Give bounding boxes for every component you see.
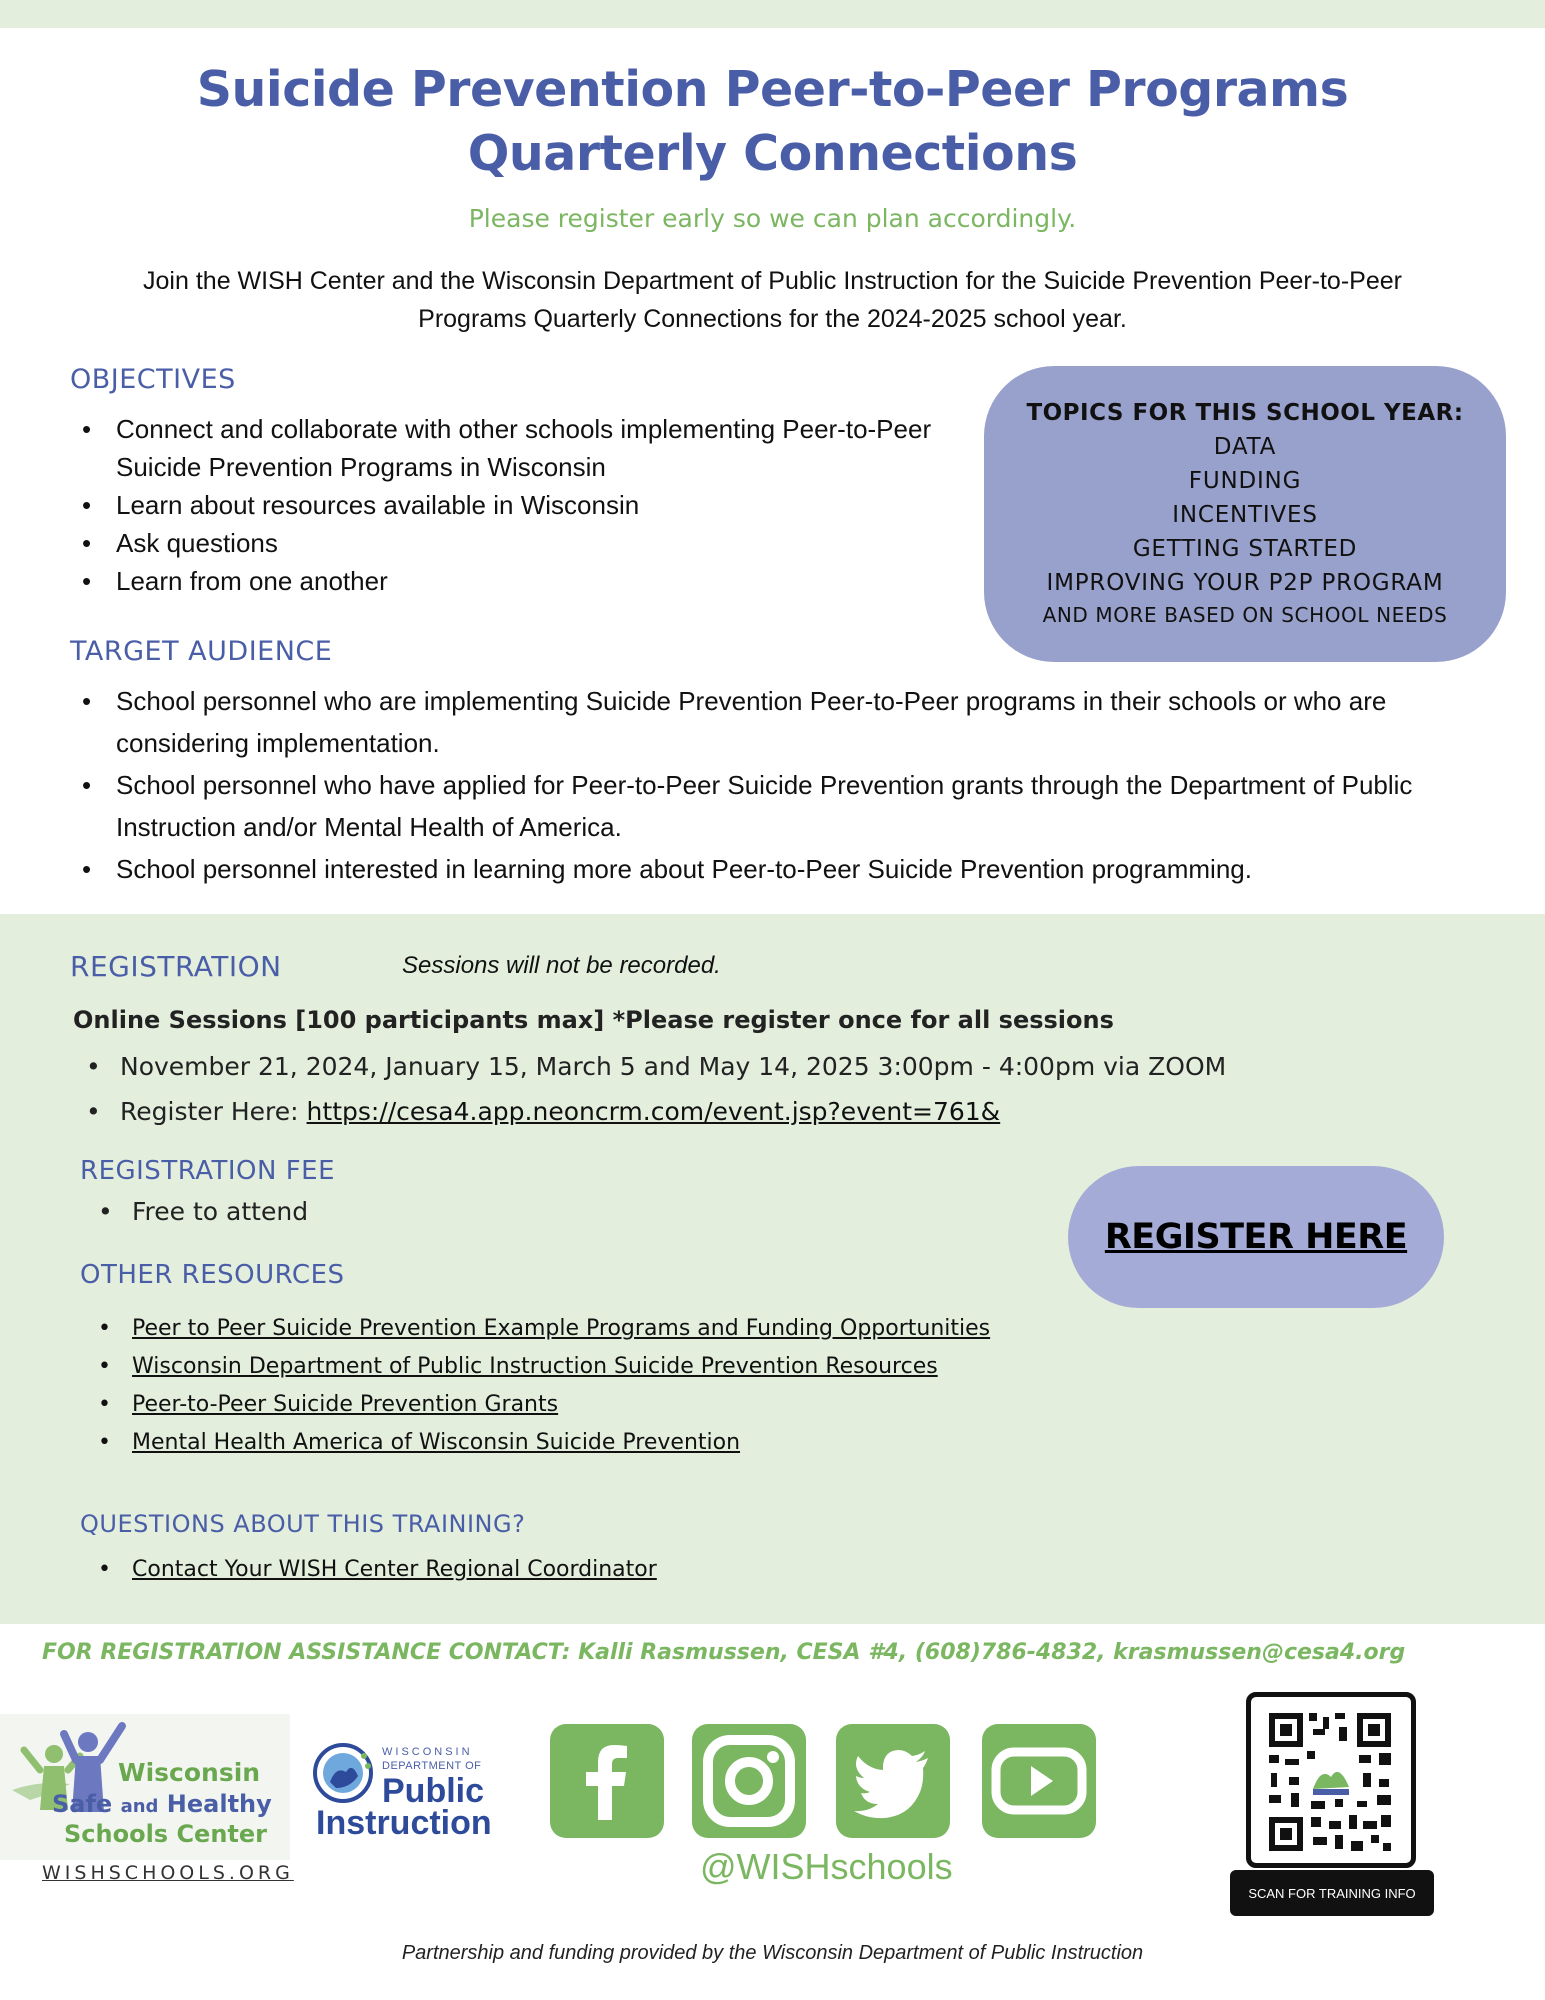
session-dates: • November 21, 2024, January 15, March 5 and May 14, 2025 3:00pm - 4:00pm via ZOOM xyxy=(74,1044,1274,1089)
twitter-icon[interactable] xyxy=(836,1724,950,1838)
resource-link[interactable]: Mental Health America of Wisconsin Suicide Prevention xyxy=(132,1430,741,1455)
dpi-logo xyxy=(312,1742,502,1852)
objective-item: • Learn about resources available in Wisconsin xyxy=(70,486,970,524)
topic-item: DATA xyxy=(1213,434,1277,460)
wish-logo-line-3: Schools Center xyxy=(64,1820,268,1848)
instagram-icon[interactable] xyxy=(692,1724,806,1838)
resource-link[interactable]: Peer to Peer Suicide Prevention Example Programs and Funding Opportunities xyxy=(132,1316,991,1341)
fee-list xyxy=(86,1194,686,1230)
audience-item: • School personnel interested in learning more about Peer-to-Peer Suicide Prevention programming. xyxy=(70,848,1450,890)
questions-heading: QUESTIONS ABOUT THIS TRAINING? xyxy=(80,1510,526,1538)
topics-heading: TOPICS FOR THIS SCHOOL YEAR: xyxy=(1026,400,1464,426)
topic-item: INCENTIVES xyxy=(1172,502,1318,528)
wish-logo-safe: Safe xyxy=(52,1790,121,1818)
wish-logo xyxy=(0,1714,290,1860)
wish-logo-healthy: Healthy xyxy=(158,1790,272,1818)
dpi-logo-line-2: DEPARTMENT OF xyxy=(382,1760,482,1772)
resource-link[interactable]: Wisconsin Department of Public Instruction Suicide Prevention Resources xyxy=(132,1354,938,1379)
target-audience-heading: TARGET AUDIENCE xyxy=(70,636,333,667)
register-link[interactable]: https://cesa4.app.neoncrm.com/event.jsp?event=761& xyxy=(306,1097,1001,1126)
subtitle: Please register early so we can plan accordingly. xyxy=(468,204,1077,233)
topics-box xyxy=(984,366,1506,662)
topic-item: FUNDING xyxy=(1188,468,1302,494)
resources-list xyxy=(86,1310,1086,1462)
topic-item: GETTING STARTED xyxy=(1132,536,1358,562)
register-line xyxy=(74,1089,1274,1134)
online-sessions-heading: Online Sessions [100 participants max] *Please register once for all sessions xyxy=(73,1006,1114,1034)
resource-item xyxy=(86,1310,1086,1348)
resource-link[interactable]: Peer-to-Peer Suicide Prevention Grants xyxy=(132,1392,559,1417)
topic-item: IMPROVING YOUR P2P PROGRAM xyxy=(1046,570,1444,596)
objectives-heading: OBJECTIVES xyxy=(70,364,236,395)
qr-code[interactable] xyxy=(1246,1692,1416,1868)
questions-list xyxy=(86,1552,886,1588)
questions-item xyxy=(86,1552,886,1588)
top-strip xyxy=(0,0,1545,28)
topic-item-last: AND MORE BASED ON SCHOOL NEEDS xyxy=(1042,603,1448,627)
fee-item: • Free to attend xyxy=(86,1194,686,1230)
resource-item xyxy=(86,1386,1086,1424)
sessions-list xyxy=(74,1044,1274,1134)
facebook-icon[interactable] xyxy=(550,1724,664,1838)
dpi-logo-line-3: Public xyxy=(382,1772,485,1810)
intro-text: Join the WISH Center and the Wisconsin Department of Public Instruction for the Suicide Prevention Peer-to-Peer Programs Quarterly Connections for the 2024-2025 school year. xyxy=(143,267,1402,333)
resource-item xyxy=(86,1424,1086,1462)
qr-code-icon xyxy=(1251,1697,1411,1863)
contact-coordinator-link[interactable]: Contact Your WISH Center Regional Coordinator xyxy=(132,1557,657,1582)
wish-logo-line-2 xyxy=(52,1790,272,1818)
dpi-seal-icon xyxy=(312,1742,374,1804)
dpi-logo-line-4: Instruction xyxy=(316,1804,492,1842)
audience-item: • School personnel who have applied for Peer-to-Peer Suicide Prevention grants through the Department of Public Instruction and/or Mental Health of America. xyxy=(70,764,1450,848)
resource-item xyxy=(86,1348,1086,1386)
registration-assistance: FOR REGISTRATION ASSISTANCE CONTACT: Kalli Rasmussen, CESA #4, (608)786-4832, krasmussen@cesa4.org xyxy=(42,1640,1406,1665)
funding-footer: Partnership and funding provided by the Wisconsin Department of Public Instruction xyxy=(401,1942,1144,1964)
audience-item: • School personnel who are implementing Suicide Prevention Peer-to-Peer programs in their schools or who are considering implementation. xyxy=(70,680,1450,764)
other-resources-heading: OTHER RESOURCES xyxy=(80,1260,345,1290)
register-here-button[interactable]: REGISTER HERE xyxy=(1068,1166,1444,1308)
objectives-list xyxy=(70,410,970,600)
wish-logo-line-1: Wisconsin xyxy=(118,1758,261,1787)
social-handle: @WISHschools xyxy=(700,1846,953,1887)
registration-fee-heading: REGISTRATION FEE xyxy=(80,1156,336,1186)
title-line-2: Quarterly Connections xyxy=(467,125,1078,182)
target-audience-list xyxy=(70,680,1450,890)
objective-item: • Ask questions xyxy=(70,524,970,562)
qr-label: SCAN FOR TRAINING INFO xyxy=(1230,1870,1434,1916)
wish-logo-and: and xyxy=(120,1796,159,1817)
objective-item: • Learn from one another xyxy=(70,562,970,600)
youtube-icon[interactable] xyxy=(982,1724,1096,1838)
register-prefix: Register Here: xyxy=(120,1097,307,1126)
registration-heading: REGISTRATION xyxy=(70,950,282,983)
page-title xyxy=(0,58,1545,186)
dpi-logo-line-1: WISCONSIN xyxy=(382,1746,473,1758)
recording-note: Sessions will not be recorded. xyxy=(402,952,721,979)
title-line-1: Suicide Prevention Peer-to-Peer Programs xyxy=(196,61,1349,118)
wishschools-link[interactable]: WISHSCHOOLS.ORG xyxy=(42,1862,294,1884)
objective-item: • Connect and collaborate with other schools implementing Peer-to-Peer Suicide Prevention Programs in Wisconsin xyxy=(70,410,970,486)
